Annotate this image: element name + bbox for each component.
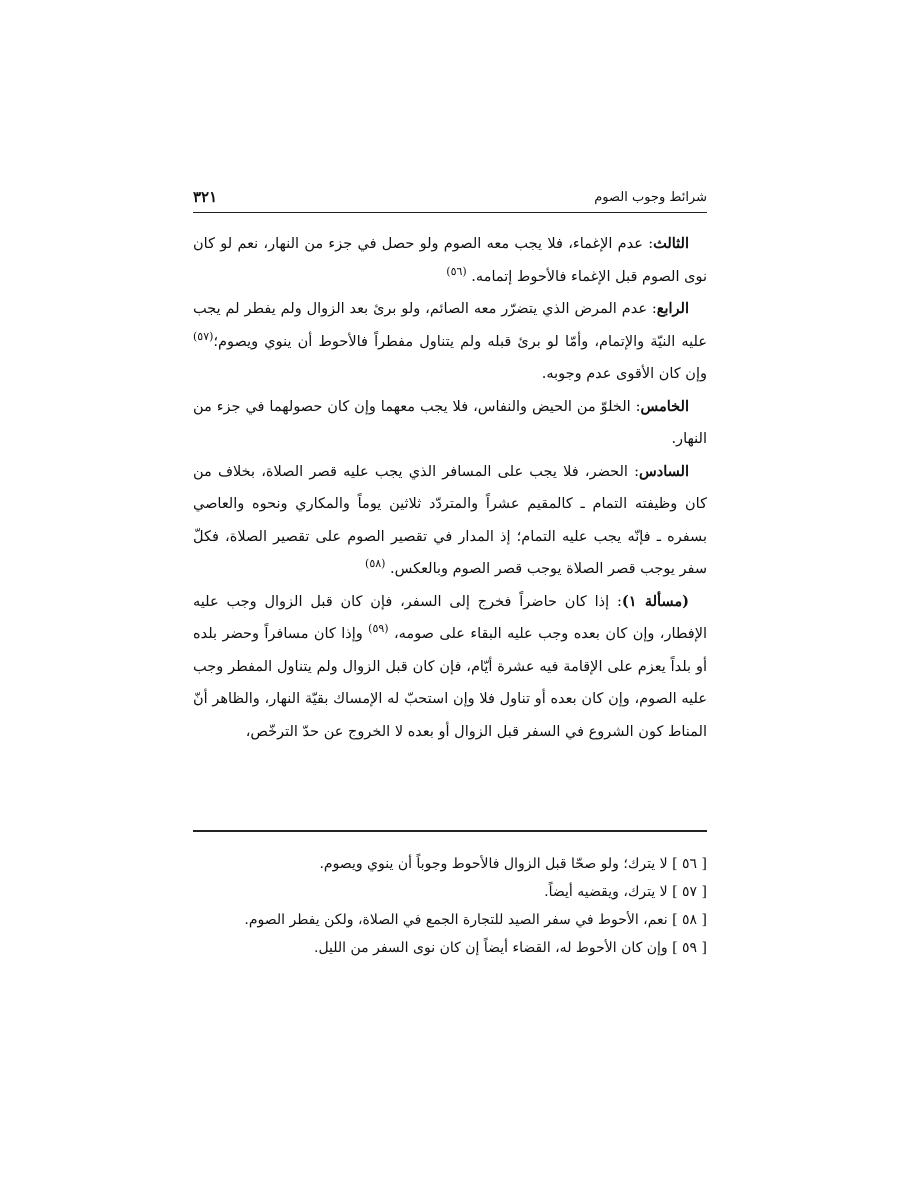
paragraph-label: الرابع [656, 300, 689, 317]
paragraph-label: السادس [639, 462, 689, 480]
paragraph-third-condition [193, 228, 707, 293]
paragraph-sixth-condition [193, 456, 707, 586]
paragraph-label: (مسألة ١) [621, 592, 689, 610]
footnote-divider [193, 830, 707, 832]
paragraph-text: : عدم المرض الذي يتضرّر معه الصائم، ولو برئ بعد الزوال ولم يفطر لم يجب عليه النيّة والإتمام، وأمّا لو برئ قبله ولم يتناول مفطراً فالأحوط أن ينوي ويصوم؛ [193, 301, 707, 350]
page-number: ٣٢١ [193, 188, 218, 206]
paragraph-fifth-condition [193, 391, 707, 456]
paragraph-text: : الحضر، فلا يجب على المسافر الذي يجب عليه قصر الصلاة، بخلاف من كان وظيفته التمام ـ كالمقيم عشراً والمتردّد ثلاثين يوماً والمكاري ونحوه والعاصي بسفره ـ فإنّه يجب عليه التمام؛ إذ المدار في تقصير الصوم على تقصير الصلاة، فكلّ سفر يوجب قصر الصلاة يوجب قصر الصوم وبالعكس. [193, 463, 707, 577]
paragraph-label: الخامس [640, 397, 689, 415]
footnote-59: [ ٥٩ ] وإن كان الأحوط له، القضاء أيضاً إن كان نوى السفر من الليل. [314, 940, 707, 956]
paragraph-label: الثالث [653, 235, 689, 252]
page-header [193, 186, 707, 213]
paragraph-text: : الخلوّ من الحيض والنفاس، فلا يجب معهما وإن كان حصولهما في جزء من النهار. [193, 398, 707, 447]
running-title: شرائط وجوب الصوم [594, 190, 707, 205]
footnote-ref-56[interactable]: (٥٦) [446, 264, 467, 278]
main-text [193, 228, 707, 748]
paragraph-tail: وإذا كان مسافراً وحضر بلده أو بلداً يعزم على الإقامة فيه عشرة أيّام، فإن كان قبل الزوال ولم يتناول المفطر وجب عليه الصوم، وإن كان بعده أو تناول فلا وإن استحبّ له الإمساك بقيّة النهار، والظاهر أنّ المناط كون الشروع في السفر قبل الزوال أو بعده لا الخروج عن حدّ الترخّص، [193, 626, 707, 740]
paragraph-issue-1 [193, 586, 707, 749]
footnote-57: [ ٥٧ ] لا يترك، ويقضيه أيضاً. [544, 884, 707, 900]
footnote-ref-58[interactable]: (٥٨) [365, 557, 386, 571]
paragraph-text: : إذا كان حاضراً فخرج إلى السفر، فإن كان قبل الزوال وجب عليه الإفطار، وإن كان بعده وجب عليه البقاء على صومه، [193, 593, 708, 642]
paragraph-tail: وإن كان الأقوى عدم وجوبه. [541, 366, 707, 382]
paragraph-text: : عدم الإغماء، فلا يجب معه الصوم ولو حصل في جزء من النهار، نعم لو كان نوى الصوم قبل الإغماء فالأحوط إتمامه. [193, 236, 707, 285]
footnote-56: [ ٥٦ ] لا يترك؛ ولو صحّا قبل الزوال فالأحوط وجوباً أن ينوي ويصوم. [319, 856, 707, 872]
footnote-58: [ ٥٨ ] نعم، الأحوط في سفر الصيد للتجارة الجمع في الصلاة، ولكن يفطر الصوم. [244, 912, 707, 928]
footnotes [193, 850, 707, 962]
footnote-ref-59[interactable]: (٥٩) [368, 622, 389, 636]
footnote-ref-57[interactable]: (٥٧) [193, 329, 214, 343]
paragraph-fourth-condition [193, 293, 707, 391]
